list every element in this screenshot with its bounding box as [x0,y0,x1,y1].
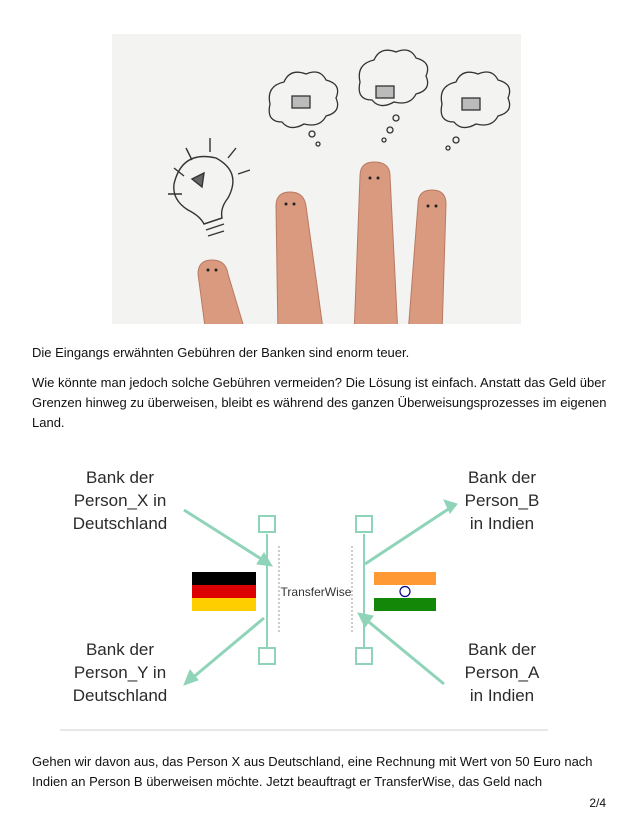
page-number: 2/4 [589,796,606,810]
label-bottom-right [465,640,540,705]
label-bottom-left-line3: Deutschland [72,686,168,705]
label-bottom-left-line1: Bank der [85,640,155,659]
label-top-left-line3: Deutschland [72,514,168,533]
fingers-lightbulb-image [112,34,521,324]
label-bottom-left [73,640,168,705]
transferwise-label: TransferWise [280,585,352,599]
paragraph-3: Gehen wir davon aus, das Person X aus Deutschland, eine Rechnung mit Wert von 50 Euro nach Indien an Person B überweisen möchte. Jetzt beauftragt er TransferWise, das Geld nach [32,754,593,789]
label-bottom-right-line3: in Indien [469,686,535,705]
germany-flag [192,572,256,611]
label-bottom-right-line1: Bank der [467,640,537,659]
label-top-left [73,468,168,533]
illustration-photo [112,34,521,324]
label-top-right-line3: in Indien [469,514,535,533]
label-bottom-right-line2: Person_A [464,663,540,682]
india-flag [374,572,436,611]
label-top-left-line1: Bank der [85,468,155,487]
label-top-right [465,468,540,533]
paragraph-2: Wie könnte man jedoch solche Gebühren vermeiden? Die Lösung ist einfach. Anstatt das Geld über Grenzen hinweg zu überweisen, bleibt es während des ganzen Überweisungsprozesses im eigenen Land. [32,375,607,430]
label-top-right-line2: Person_B [464,491,540,510]
label-bottom-left-line2: Person_Y in [73,663,167,682]
label-top-right-line1: Bank der [467,468,537,487]
transferwise-diagram [60,452,575,742]
label-top-left-line2: Person_X in [73,491,167,510]
paragraph-1: Die Eingangs erwähnten Gebühren der Banken sind enorm teuer. [32,345,410,360]
diagram-svg [60,452,575,742]
